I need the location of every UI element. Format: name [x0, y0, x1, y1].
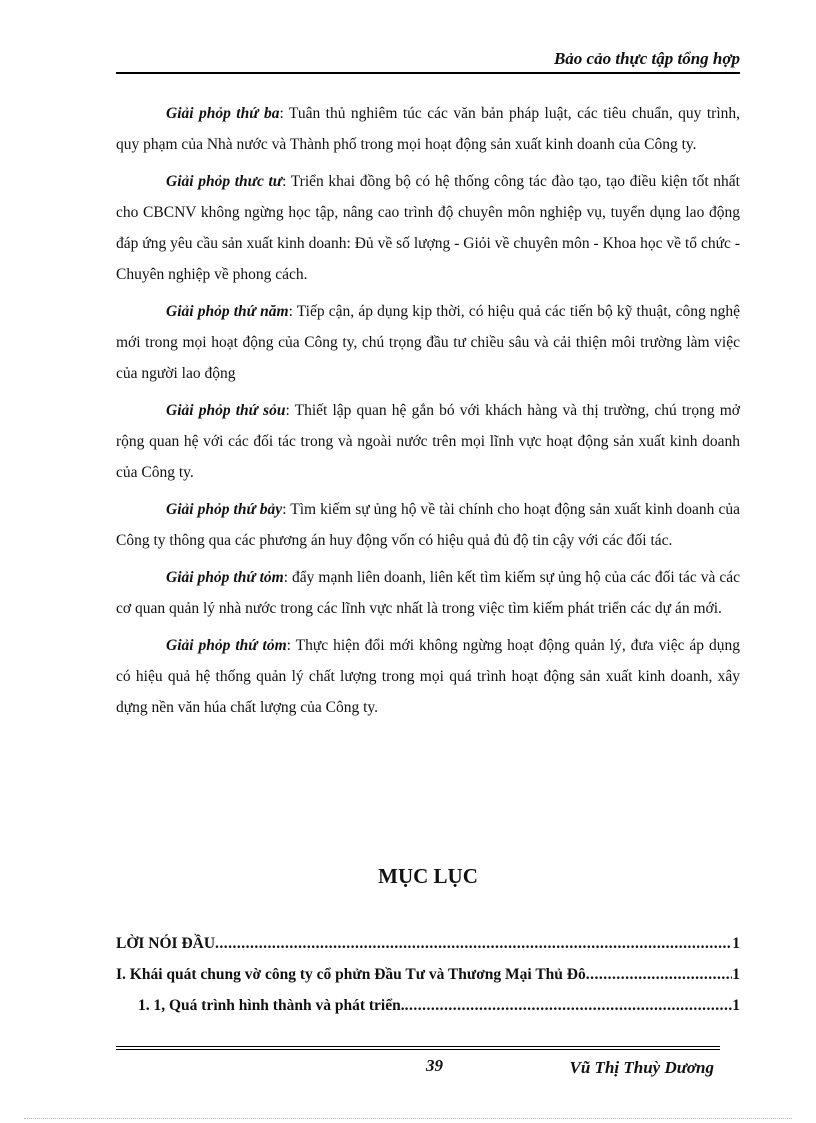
toc-entry[interactable]: [116, 966, 740, 997]
paragraph-text: : Thiết lập quan hệ gắn bó với khách hàng và thị trường, chú trọng mở rộng quan hệ với các đối tác trong và ngoài nước trên mọi lĩnh vực hoạt động sản xuất kinh doanh của Công ty.: [116, 402, 740, 481]
toc-title: MỤC LỤC: [378, 864, 478, 888]
paragraph-lead: Giải phỏp thứ tỏm: [166, 637, 287, 654]
footer-rule: [116, 1046, 720, 1047]
paragraph-lead: Giải phỏp thứ tỏm: [166, 569, 284, 586]
toc-entry-page: 1: [732, 935, 740, 952]
toc-leader-dots: [405, 997, 733, 1015]
toc-entry-page: 1: [732, 966, 740, 983]
paragraph-text: : Thực hiện đổi mới không ngừng hoạt động quản lý, đưa việc áp dụng có hiệu quả hệ thống quản lý chất lượng trong mọi quá trình hoạt động sản xuất kinh doanh, xây dựng nền văn húa chất lượng của Công ty.: [116, 637, 740, 716]
paragraph: [116, 494, 740, 556]
paragraph-text: : Tuân thủ nghiêm túc các văn bản pháp luật, các tiêu chuẩn, quy trình, quy phạm của Nhà nước và Thành phố trong mọi hoạt động sản xuất kinh doanh của Công ty.: [116, 105, 741, 153]
paragraph-text: : Triển khai đồng bộ có hệ thống công tác đào tạo, tạo điều kiện tốt nhất cho CBCNV không ngừng học tập, nâng cao trình độ chuyên môn nghiệp vụ, tuyển dụng lao động đáp ứng yêu cầu sản xuất kinh doanh: Đủ về số lượng - Giỏi về chuyên môn - Khoa học về tổ chức - Chuyên nghiệp về phong cách.: [116, 173, 740, 283]
author-name: Vũ Thị Thuỳ Dương: [569, 1058, 714, 1077]
paragraph: [116, 562, 740, 624]
table-of-contents: [116, 935, 740, 1028]
toc-leader-dots: [586, 966, 733, 984]
toc-entry-label: I. Khái quát chung vờ công ty cổ phửn Đầu Tư và Thương Mại Thủ Đô: [116, 966, 586, 983]
toc-entry-page: 1: [732, 997, 740, 1014]
paragraph-lead: Giải phỏp thứ năm: [166, 303, 289, 320]
paragraph-text: : Tìm kiếm sự ủng hộ về tài chính cho hoạt động sản xuất kinh doanh của Công ty thông qua các phương án huy động vốn có hiệu quả đủ độ tin cậy với các đối tác.: [116, 501, 740, 549]
footer-row: [116, 1050, 720, 1076]
header-rule: [116, 72, 740, 74]
paragraph-lead: Giải phỏp thứ ba: [166, 105, 280, 122]
paragraph: [116, 630, 740, 723]
paragraph-text: : Tiếp cận, áp dụng kịp thời, có hiệu quả các tiến bộ kỹ thuật, công nghệ mới trong mọi hoạt động của Công ty, chú trọng đầu tư chiều sâu và cải thiện môi trường làm việc của người lao động: [116, 303, 740, 382]
paragraph: [116, 98, 740, 160]
paragraph-lead: Giải phỏp thưc tư: [166, 173, 283, 190]
paragraph-text: : đẩy mạnh liên doanh, liên kết tìm kiếm sự ủng hộ của các đối tác và các cơ quan quản lý nhà nước trong các lĩnh vực nhất là trong việc tìm kiếm phát triển các dự án mới.: [116, 569, 740, 617]
paragraph-lead: Giải phỏp thứ sỏu: [166, 402, 286, 419]
paragraph: [116, 296, 740, 389]
toc-leader-dots: [215, 935, 732, 953]
body-text: [116, 98, 740, 729]
toc-entry-label: LỜI NÓI ĐẦU: [116, 935, 216, 952]
paragraph: [116, 395, 740, 488]
paragraph-lead: Giải phỏp thứ bảy: [166, 501, 283, 518]
page-number: 39: [426, 1056, 443, 1075]
page-bottom-border: [24, 1118, 792, 1119]
toc-entry-label: 1. 1, Quá trình hình thành và phát triển.: [138, 997, 405, 1014]
toc-entry[interactable]: [116, 997, 740, 1028]
page-header: [116, 48, 740, 74]
header-title: Bảo cảo thực tập tổng hợp: [553, 49, 740, 68]
paragraph: [116, 166, 740, 290]
page-footer: [116, 1046, 720, 1076]
toc-entry[interactable]: [116, 935, 740, 966]
